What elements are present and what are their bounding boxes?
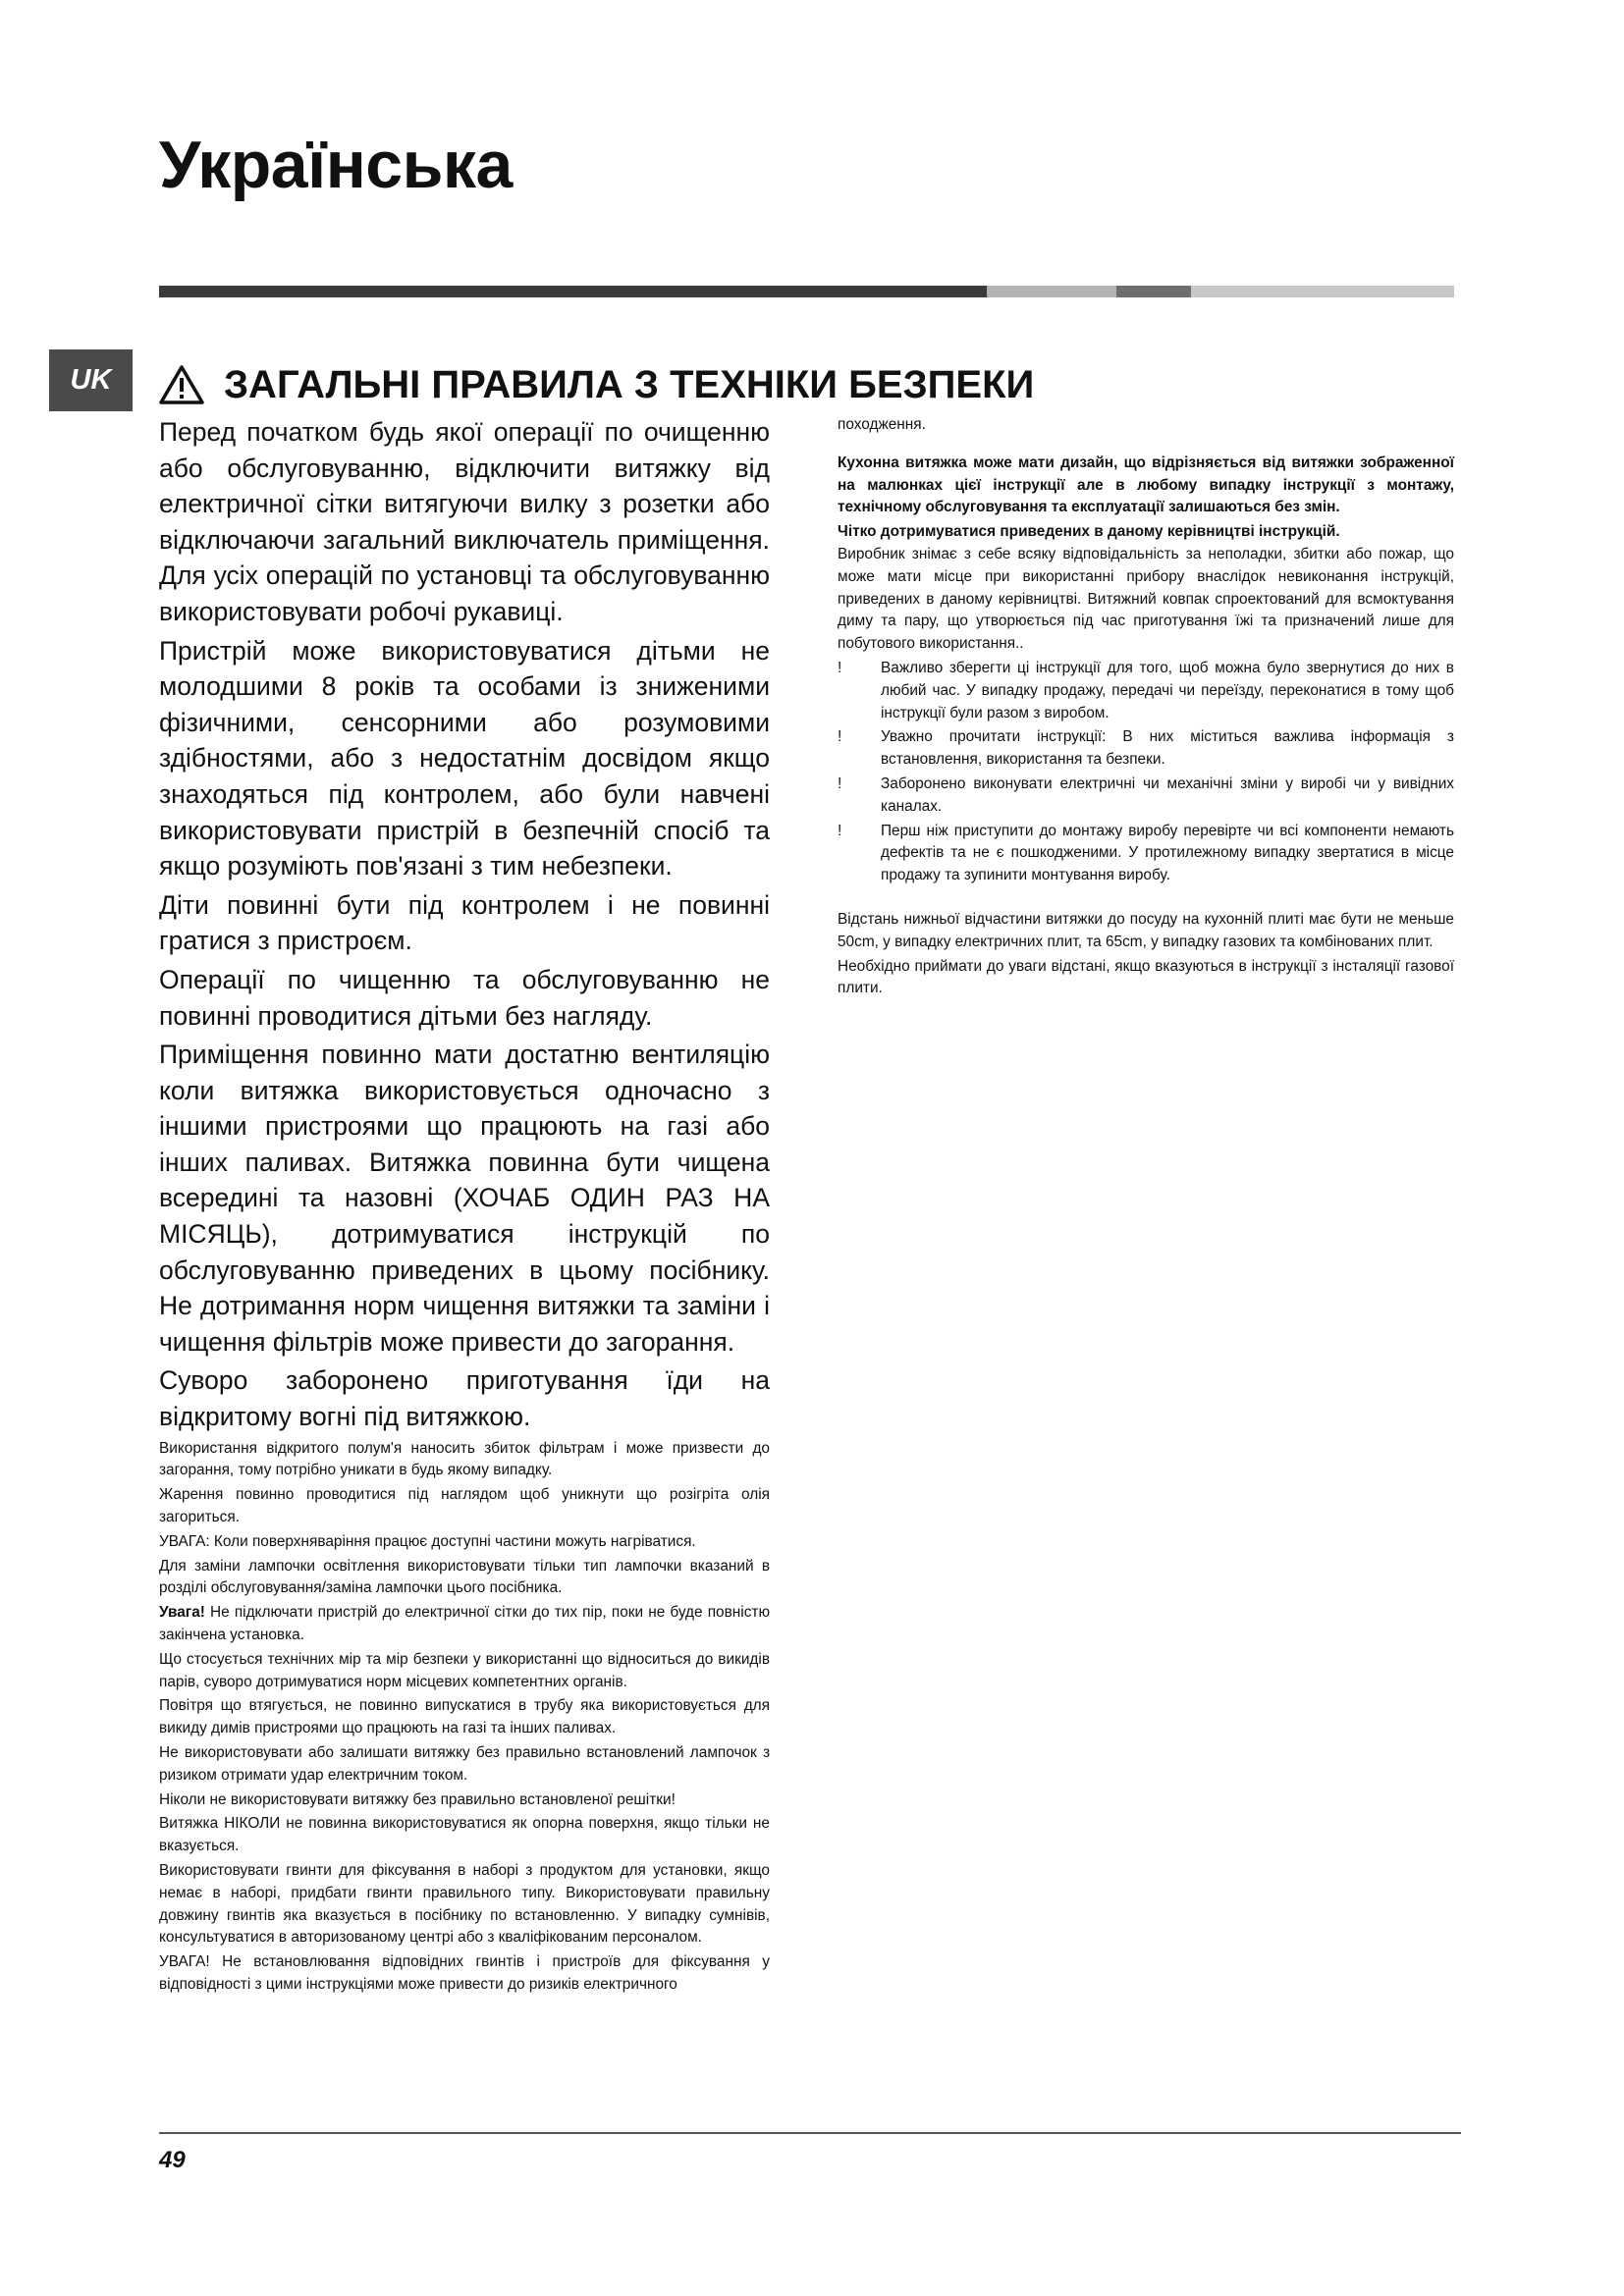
safety-paragraph: Операції по чищенню та обслуговуванню не повинні проводитися дітьми без нагляду. bbox=[159, 964, 770, 1031]
distance-note: Відстань нижньої відчастини витяжки до посуду на кухонній плиті має бути не меньше 50cm, у випадку електричних плит, та 65cm, у випадку газових та комбінованих плит. bbox=[838, 910, 1454, 950]
language-badge: UK bbox=[49, 349, 133, 411]
left-column bbox=[159, 414, 770, 1999]
continuation-text: походження. bbox=[838, 416, 926, 433]
warning-note bbox=[838, 658, 1454, 724]
safety-note: Використовувати гвинти для фіксування в наборі з продуктом для установки, якщо немає в наборі, придбати гвинти правильного типу. Використовувати правильну довжину гвинтів яка вказується в посібнику по встановленню. У випадку сумнівів, консультуватися в авторизованому центрі або з кваліфікованим персоналом. bbox=[159, 1861, 770, 1947]
safety-note: Для заміни лампочки освітлення використовувати тільки тип лампочки вказаний в розділі обслуговування/заміна лампочки цього посібника. bbox=[159, 1557, 770, 1597]
right-column bbox=[838, 414, 1454, 1002]
warning-note bbox=[838, 821, 1454, 887]
safety-paragraph: Перед початком будь якої операції по очищенню або обслуговуванню, відключити витяжку від електричної сітки витягуючи вилку з розетки або відключаючи загальний виключатель приміщення. Для усіх операцій по установці та обслуговуванню використовувати робочі рукавиці. bbox=[159, 417, 770, 626]
safety-note: Що стосується технічних мір та мір безпеки у використанні що відноситься до викидів парів, суворо дотримуватися норм місцевих компетентних органів. bbox=[159, 1650, 770, 1690]
warning-note-text: Важливо зберегти ці інструкції для того, щоб можна було звернутися до них в любий час. У випадку продажу, передачі чи переїзду, переконатися в тому щоб інструкції були разом з виробом. bbox=[881, 659, 1454, 721]
safety-note: Повітря що втягується, не повинно випускатися в трубу яка використовується для викиду димів пристроями що працюють на газі та інших паливах. bbox=[159, 1697, 770, 1737]
design-note: Кухонна витяжка може мати дизайн, що відрізняється від витяжки зображенної на малюнках цієї інструкції але в любому випадку інструкції з монтажу, технічному обслуговування та експлуатації залишаються без змін. bbox=[838, 454, 1454, 516]
exclamation-mark: ! bbox=[838, 659, 842, 676]
header-rule-dark bbox=[159, 286, 987, 297]
warning-note-text: Уважно прочитати інструкції: В них міститься важлива інформація з встановлення, використання та безпеки. bbox=[881, 728, 1454, 769]
gas-hob-note: Необхідно приймати до уваги відстані, якщо вказуються в інструкції з інсталяції газової плити. bbox=[838, 957, 1454, 997]
header-rule-light bbox=[987, 286, 1116, 297]
safety-note: Витяжка НІКОЛИ не повинна використовуватися як опорна поверхня, якщо тільки не вказується. bbox=[159, 1815, 770, 1855]
safety-paragraph: Приміщення повинно мати достатню вентиляцію коли витяжка використовується одночасно з іншими пристроями що працюють на газі або інших паливах. Витяжка повинна бути чищена всередині та назовні (ХОЧАБ ОДИН РАЗ НА МІСЯЦЬ), дотримуватися інструкцій по обслуговуванню приведених в цьому посібнику. Не дотримання норм чищення витяжки та заміни і чищення фільтрів може привести до загорання. bbox=[159, 1040, 770, 1357]
exclamation-mark: ! bbox=[838, 774, 842, 792]
exclamation-mark: ! bbox=[838, 728, 842, 746]
section-heading bbox=[159, 363, 1034, 406]
footer-rule bbox=[159, 2132, 1461, 2134]
safety-note: УВАГА! Не встановлювання відповідних гвинтів і пристроїв для фіксування у відповідності з цими інструкціями може привести до ризиків електричного bbox=[159, 1953, 770, 1993]
caution-label: Увага! bbox=[159, 1604, 205, 1622]
page-language-title: Українська bbox=[159, 128, 513, 202]
safety-note: Не використовувати або залишати витяжку без правильно встановлений лампочок з ризиком отримати удар електричним током. bbox=[159, 1743, 770, 1784]
page-number: 49 bbox=[159, 2147, 186, 2173]
safety-paragraph: Пристрій може використовуватися дітьми не молодшими 8 років та особами із зниженими фізичними, сенсорними або розумовими здібностями, або з недостатнім досвідом якщо знаходяться під контролем, або були навчені використовувати пристрій в безпечній спосіб та якщо розуміють пов'язані з тим небезпеки. bbox=[159, 635, 770, 881]
warning-triangle-icon bbox=[159, 364, 204, 405]
caution-text: Не підключати пристрій до електричної сітки до тих пір, поки не буде повністю закінчена установка. bbox=[159, 1604, 770, 1643]
safety-note: Жарення повинно проводитися під наглядом щоб уникнути що розігріта олія загориться. bbox=[159, 1486, 770, 1526]
warning-note bbox=[838, 726, 1454, 772]
warning-note-text: Заборонено виконувати електричні чи механічні зміни у виробі чи у вивідних каналах. bbox=[881, 774, 1454, 815]
follow-instructions-note: Чітко дотримуватися приведених в даному керівництві інструкцій. bbox=[838, 523, 1340, 541]
safety-paragraph: Діти повинні бути під контролем і не повинні гратися з пристроєм. bbox=[159, 889, 770, 956]
warning-note-text: Перш ніж приступити до монтажу виробу перевірте чи всі компоненти немають дефектів та не є пошкодженими. У протилежному випадку звертатися в місце продажу та зупинити монтування виробу. bbox=[881, 822, 1454, 884]
exclamation-mark: ! bbox=[838, 822, 842, 839]
safety-note: Використання відкритого полум'я наносить збиток фільтрам і може призвести до загорання, тому потрібно уникати в будь якому випадку. bbox=[159, 1439, 770, 1479]
safety-paragraph: Суворо заборонено приготування їди на відкритому вогні під витяжкою. bbox=[159, 1365, 770, 1432]
safety-note: Ніколи не використовувати витяжку без правильно встановленої решітки! bbox=[159, 1790, 676, 1808]
header-rule-mid bbox=[1116, 286, 1191, 297]
warning-note bbox=[838, 774, 1454, 819]
section-title: ЗАГАЛЬНІ ПРАВИЛА З ТЕХНІКИ БЕЗПЕКИ bbox=[224, 363, 1035, 406]
header-rule-pale bbox=[1191, 286, 1454, 297]
caution-note bbox=[159, 1602, 770, 1647]
liability-note: Виробник знімає з себе всяку відповідальність за неполадки, збитки або пожар, що може мати місце при використанні прибору внаслідок невиконання інструкцій, приведених в даному керівництві. Витяжний ковпак спроектований для всмоктування диму та пару, що утворюється під час приготування їжі та призначений лише для побутового використання.. bbox=[838, 545, 1454, 653]
safety-note: УВАГА: Коли поверхняваріння працює доступні частини можуть нагріватися. bbox=[159, 1532, 696, 1550]
